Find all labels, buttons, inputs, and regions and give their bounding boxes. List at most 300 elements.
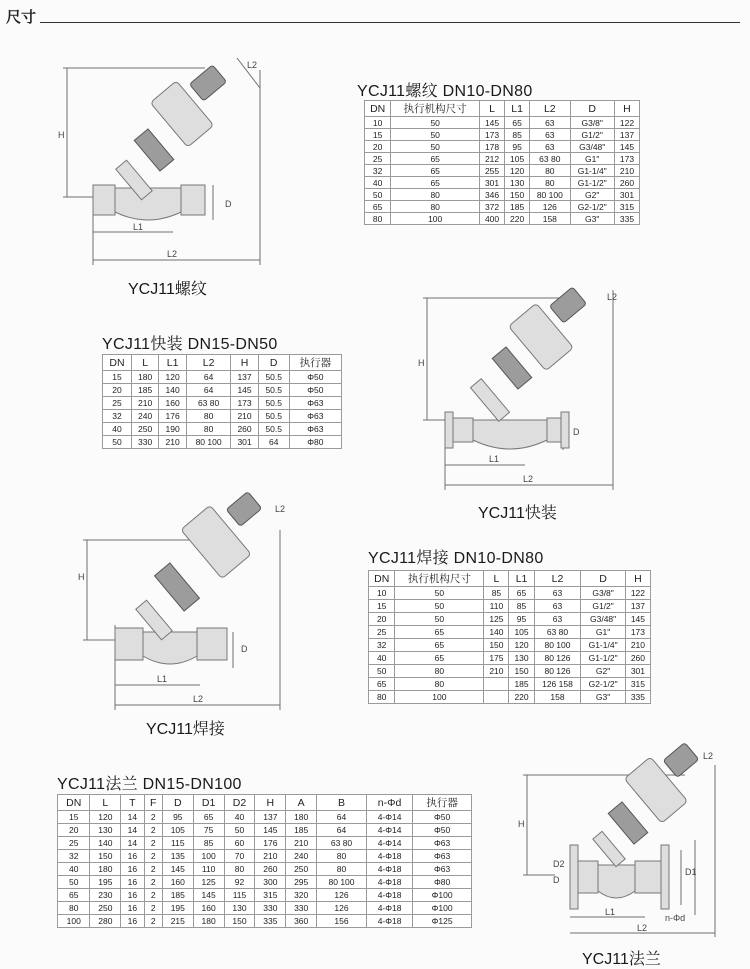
table-cell: 4-Φ14 — [366, 811, 412, 824]
table-cell: 300 — [255, 876, 286, 889]
table-cell: 126 — [530, 201, 570, 213]
col-header: L — [484, 571, 509, 587]
table-cell: 10 — [369, 587, 395, 600]
threaded-spec-table — [364, 100, 640, 225]
col-header: D — [258, 355, 289, 371]
table-cell: 95 — [162, 811, 193, 824]
table-cell: 180 — [131, 371, 158, 384]
table-cell: 2 — [144, 837, 162, 850]
table-cell: 80 100 — [530, 189, 570, 201]
table-cell: 122 — [625, 587, 650, 600]
table-cell: 335 — [255, 915, 286, 928]
table-cell: 75 — [193, 824, 224, 837]
col-header: L1 — [159, 355, 186, 371]
table-cell: 160 — [193, 902, 224, 915]
table-cell: 180 — [193, 915, 224, 928]
table-cell: 255 — [480, 165, 505, 177]
col-header: D2 — [224, 795, 255, 811]
table-cell: 50 — [395, 613, 484, 626]
table-cell: 80 — [530, 165, 570, 177]
table-row — [103, 384, 342, 397]
table-cell: 50.5 — [258, 384, 289, 397]
col-header: 执行机构尺寸 — [391, 101, 480, 117]
table-cell: 10 — [365, 117, 391, 129]
table-cell: Φ63 — [289, 423, 341, 436]
table-cell: G3/8" — [570, 117, 614, 129]
table-cell: 215 — [162, 915, 193, 928]
table-cell: G1/2" — [581, 600, 626, 613]
welded-valve-body — [115, 492, 262, 664]
table-cell: 240 — [131, 410, 158, 423]
col-header: B — [317, 795, 367, 811]
table-cell: 250 — [131, 423, 158, 436]
clamp-d-label: D — [573, 427, 580, 437]
table-cell: 65 — [193, 811, 224, 824]
table-cell: G3" — [570, 213, 614, 225]
table-row — [369, 691, 651, 704]
table-cell: 63 80 — [534, 626, 581, 639]
flange-caption: YCJ11法兰 — [582, 951, 661, 968]
table-row — [103, 371, 342, 384]
table-cell: 16 — [121, 850, 144, 863]
table-cell: 145 — [625, 613, 650, 626]
table-row — [103, 436, 342, 449]
table-row — [369, 665, 651, 678]
table-row — [369, 613, 651, 626]
col-header: H — [614, 101, 639, 117]
table-cell: 85 — [484, 587, 509, 600]
threaded-h-label: H — [58, 130, 65, 140]
table-cell: 137 — [625, 600, 650, 613]
table-cell: 2 — [144, 863, 162, 876]
welded-valve-drawing — [75, 500, 300, 715]
table-cell: 158 — [534, 691, 581, 704]
table-cell: 65 — [369, 678, 395, 691]
table-cell: 105 — [162, 824, 193, 837]
flange-d2-label: D2 — [553, 859, 565, 869]
table-cell: Φ50 — [289, 384, 341, 397]
table-cell: 185 — [131, 384, 158, 397]
table-cell: 150 — [90, 850, 121, 863]
table-cell: 25 — [103, 397, 132, 410]
table-cell: 15 — [58, 811, 90, 824]
table-row — [369, 678, 651, 691]
table-row — [58, 889, 472, 902]
table-cell: G2" — [570, 189, 614, 201]
table-row — [369, 626, 651, 639]
table-cell: 4-Φ14 — [366, 824, 412, 837]
threaded-l2-top-label: L2 — [247, 60, 258, 70]
col-header: D — [162, 795, 193, 811]
clamp-valve-drawing — [415, 280, 630, 498]
table-cell: 85 — [509, 600, 534, 613]
table-cell: G2" — [581, 665, 626, 678]
table-cell: 20 — [58, 824, 90, 837]
table-row — [365, 129, 640, 141]
table-cell: G3/48" — [581, 613, 626, 626]
table-cell: 32 — [58, 850, 90, 863]
table-cell: 315 — [614, 201, 639, 213]
table-cell: 63 — [534, 587, 581, 600]
table-cell: 95 — [505, 141, 530, 153]
table-cell: 15 — [369, 600, 395, 613]
table-cell: 65 — [505, 117, 530, 129]
flange-l2-top-label: L2 — [703, 751, 714, 761]
clamp-valve-body — [445, 287, 587, 449]
table-cell: 230 — [90, 889, 121, 902]
table-cell: 65 — [395, 652, 484, 665]
table-cell: 64 — [317, 811, 367, 824]
table-cell: 126 — [317, 902, 367, 915]
clamp-table-title: YCJ11快装 DN15-DN50 — [102, 336, 278, 353]
table-row — [58, 837, 472, 850]
table-cell: 145 — [255, 824, 286, 837]
table-cell: 63 — [530, 129, 570, 141]
table-cell: 125 — [193, 876, 224, 889]
col-header: 执行机构尺寸 — [395, 571, 484, 587]
threaded-caption: YCJ11螺纹 — [128, 281, 207, 298]
table-cell: 180 — [286, 811, 317, 824]
table-cell: G1/2" — [570, 129, 614, 141]
table-header-row — [365, 101, 640, 117]
table-cell: 210 — [614, 165, 639, 177]
clamp-spec-table — [102, 354, 342, 449]
table-cell: 40 — [369, 652, 395, 665]
table-cell: 15 — [365, 129, 391, 141]
threaded-l1-label: L1 — [133, 222, 144, 232]
table-cell: 135 — [162, 850, 193, 863]
clamp-h-label: H — [418, 358, 425, 368]
col-header: L2 — [186, 355, 230, 371]
table-cell: 16 — [121, 876, 144, 889]
table-cell: 60 — [224, 837, 255, 850]
table-cell: G2-1/2" — [570, 201, 614, 213]
col-header: H — [231, 355, 258, 371]
flange-valve-body — [570, 743, 699, 909]
table-cell: 2 — [144, 889, 162, 902]
table-cell: 4-Φ18 — [366, 902, 412, 915]
table-cell: 50.5 — [258, 397, 289, 410]
table-row — [58, 863, 472, 876]
table-cell: 130 — [224, 902, 255, 915]
table-cell: 150 — [505, 189, 530, 201]
col-header: A — [286, 795, 317, 811]
table-cell: 65 — [365, 201, 391, 213]
table-cell: 360 — [286, 915, 317, 928]
table-cell: 145 — [480, 117, 505, 129]
table-cell: 330 — [255, 902, 286, 915]
table-cell: 158 — [530, 213, 570, 225]
table-cell: 180 — [90, 863, 121, 876]
table-cell: 156 — [317, 915, 367, 928]
col-header: L — [131, 355, 158, 371]
col-header: L2 — [534, 571, 581, 587]
table-cell: 195 — [90, 876, 121, 889]
table-cell: 63 — [534, 613, 581, 626]
table-cell: 50 — [103, 436, 132, 449]
table-header-row — [103, 355, 342, 371]
table-cell: 2 — [144, 915, 162, 928]
col-header: DN — [365, 101, 391, 117]
table-cell: 190 — [159, 423, 186, 436]
table-cell: Φ63 — [413, 863, 472, 876]
table-cell: G1" — [570, 153, 614, 165]
table-cell: 80 — [391, 189, 480, 201]
table-cell: 80 — [369, 691, 395, 704]
table-cell: 140 — [90, 837, 121, 850]
table-cell: 40 — [103, 423, 132, 436]
table-cell: 120 — [90, 811, 121, 824]
table-cell: 301 — [625, 665, 650, 678]
table-cell: 185 — [286, 824, 317, 837]
table-cell: 80 — [391, 201, 480, 213]
flange-h-label: H — [518, 819, 525, 829]
col-header: D — [581, 571, 626, 587]
table-cell — [484, 691, 509, 704]
table-cell: 173 — [625, 626, 650, 639]
table-cell: 4-Φ18 — [366, 889, 412, 902]
table-cell: 50.5 — [258, 371, 289, 384]
page-title: 尺寸 — [6, 9, 37, 26]
clamp-l2-top-label: L2 — [607, 292, 618, 302]
table-cell: 85 — [505, 129, 530, 141]
table-cell: 50 — [391, 117, 480, 129]
col-header: T — [121, 795, 144, 811]
table-cell: 80 100 — [186, 436, 230, 449]
table-cell: G1-1/4" — [581, 639, 626, 652]
table-cell: 335 — [625, 691, 650, 704]
table-cell: 295 — [286, 876, 317, 889]
flange-valve-drawing — [515, 745, 740, 940]
table-row — [365, 177, 640, 189]
col-header: D — [570, 101, 614, 117]
table-cell: 50 — [391, 141, 480, 153]
table-row — [365, 189, 640, 201]
table-cell: 65 — [391, 177, 480, 189]
table-row — [365, 117, 640, 129]
table-cell: G2-1/2" — [581, 678, 626, 691]
table-cell: 64 — [258, 436, 289, 449]
threaded-l2-dim-label: L2 — [167, 249, 178, 259]
table-cell: 80 — [58, 902, 90, 915]
table-row — [58, 876, 472, 889]
table-cell: 80 — [186, 423, 230, 436]
table-cell: Φ50 — [413, 824, 472, 837]
table-cell: 137 — [614, 129, 639, 141]
table-cell: 301 — [614, 189, 639, 201]
table-cell: 50 — [395, 587, 484, 600]
table-row — [103, 397, 342, 410]
table-cell: 50 — [224, 824, 255, 837]
table-cell: 20 — [103, 384, 132, 397]
table-cell: 122 — [614, 117, 639, 129]
table-cell: 2 — [144, 811, 162, 824]
flange-table-title: YCJ11法兰 DN15-DN100 — [57, 776, 242, 793]
flange-holes-label: n-Φd — [665, 913, 686, 923]
table-cell: 150 — [224, 915, 255, 928]
table-cell: 16 — [121, 889, 144, 902]
table-row — [58, 902, 472, 915]
welded-l1-label: L1 — [157, 674, 168, 684]
table-cell: 115 — [224, 889, 255, 902]
table-cell: 85 — [193, 837, 224, 850]
table-cell: 32 — [103, 410, 132, 423]
table-cell: 160 — [159, 397, 186, 410]
table-row — [58, 915, 472, 928]
table-cell: 40 — [58, 863, 90, 876]
table-row — [58, 850, 472, 863]
table-cell: 95 — [509, 613, 534, 626]
table-cell: 315 — [255, 889, 286, 902]
table-cell: 80 — [186, 410, 230, 423]
threaded-d-label: D — [225, 199, 232, 209]
table-cell: 40 — [365, 177, 391, 189]
clamp-caption: YCJ11快装 — [478, 505, 557, 522]
table-cell: 125 — [484, 613, 509, 626]
table-cell: 65 — [509, 587, 534, 600]
table-cell: 25 — [365, 153, 391, 165]
table-row — [365, 213, 640, 225]
table-cell: 195 — [162, 902, 193, 915]
table-cell: 185 — [162, 889, 193, 902]
col-header: n-Φd — [366, 795, 412, 811]
table-cell: 145 — [162, 863, 193, 876]
table-cell: 212 — [480, 153, 505, 165]
flange-d-label: D — [553, 875, 560, 885]
table-cell: 32 — [369, 639, 395, 652]
table-cell: 50 — [395, 600, 484, 613]
table-cell: 105 — [509, 626, 534, 639]
table-cell: 145 — [614, 141, 639, 153]
col-header: F — [144, 795, 162, 811]
table-cell: 330 — [286, 902, 317, 915]
table-cell: 178 — [480, 141, 505, 153]
table-cell: 185 — [509, 678, 534, 691]
table-cell: 50 — [391, 129, 480, 141]
table-cell: 80 — [395, 678, 484, 691]
col-header: L — [480, 101, 505, 117]
table-cell: Φ50 — [289, 371, 341, 384]
table-row — [103, 410, 342, 423]
table-cell: 63 — [534, 600, 581, 613]
table-cell: 120 — [159, 371, 186, 384]
table-cell: 50 — [365, 189, 391, 201]
table-cell: 63 — [530, 141, 570, 153]
welded-caption: YCJ11焊接 — [146, 721, 225, 738]
table-row — [103, 423, 342, 436]
table-cell: 301 — [480, 177, 505, 189]
col-header: H — [625, 571, 650, 587]
table-cell: 372 — [480, 201, 505, 213]
table-cell: 105 — [505, 153, 530, 165]
table-cell: 110 — [193, 863, 224, 876]
table-cell: 65 — [395, 626, 484, 639]
table-cell: 210 — [625, 639, 650, 652]
table-cell: 16 — [121, 863, 144, 876]
table-cell: 20 — [365, 141, 391, 153]
flange-d1-label: D1 — [685, 867, 697, 877]
table-cell: 50.5 — [258, 410, 289, 423]
table-cell: 280 — [90, 915, 121, 928]
table-cell: 16 — [121, 915, 144, 928]
table-cell: 25 — [369, 626, 395, 639]
table-cell: G3/8" — [581, 587, 626, 600]
table-cell: 120 — [505, 165, 530, 177]
table-cell: Φ125 — [413, 915, 472, 928]
welded-table-title: YCJ11焊接 DN10-DN80 — [368, 550, 544, 567]
table-cell: 100 — [58, 915, 90, 928]
table-cell: 210 — [484, 665, 509, 678]
table-cell: 14 — [121, 824, 144, 837]
col-header: 执行器 — [289, 355, 341, 371]
table-cell: 400 — [480, 213, 505, 225]
col-header: DN — [58, 795, 90, 811]
table-cell: 32 — [365, 165, 391, 177]
table-cell: 210 — [255, 850, 286, 863]
table-cell: 315 — [625, 678, 650, 691]
table-cell: 320 — [286, 889, 317, 902]
table-row — [58, 824, 472, 837]
table-cell: 50 — [58, 876, 90, 889]
col-header: D1 — [193, 795, 224, 811]
table-cell: 175 — [484, 652, 509, 665]
table-cell: 4-Φ18 — [366, 850, 412, 863]
table-cell: 240 — [286, 850, 317, 863]
col-header: L — [90, 795, 121, 811]
table-cell: Φ100 — [413, 902, 472, 915]
col-header: DN — [369, 571, 395, 587]
clamp-l2-dim-label: L2 — [523, 474, 534, 484]
table-cell: Φ80 — [289, 436, 341, 449]
table-cell: Φ63 — [289, 397, 341, 410]
table-cell: 176 — [255, 837, 286, 850]
threaded-valve-body — [93, 65, 227, 220]
table-cell: 346 — [480, 189, 505, 201]
table-cell: 260 — [231, 423, 258, 436]
welded-l2-top-label: L2 — [275, 504, 286, 514]
table-cell: 80 — [395, 665, 484, 678]
table-row — [365, 141, 640, 153]
table-cell: 150 — [509, 665, 534, 678]
col-header: L2 — [530, 101, 570, 117]
table-cell: G3/48" — [570, 141, 614, 153]
col-header: L1 — [505, 101, 530, 117]
table-cell: 185 — [505, 201, 530, 213]
table-cell: 137 — [231, 371, 258, 384]
welded-d-label: D — [241, 644, 248, 654]
table-cell: Φ80 — [413, 876, 472, 889]
table-cell: 120 — [509, 639, 534, 652]
col-header: 执行器 — [413, 795, 472, 811]
table-row — [365, 201, 640, 213]
col-header: DN — [103, 355, 132, 371]
table-cell: 250 — [286, 863, 317, 876]
table-cell: 210 — [131, 397, 158, 410]
table-cell: 301 — [231, 436, 258, 449]
title-rule — [40, 22, 740, 23]
table-cell: 335 — [614, 213, 639, 225]
welded-h-label: H — [78, 572, 85, 582]
table-cell: 80 — [224, 863, 255, 876]
table-cell: 64 — [186, 384, 230, 397]
table-cell: 64 — [317, 824, 367, 837]
table-cell: 220 — [505, 213, 530, 225]
table-cell: 140 — [484, 626, 509, 639]
table-cell: 63 80 — [317, 837, 367, 850]
table-cell: 100 — [391, 213, 480, 225]
table-cell: 80 — [317, 863, 367, 876]
table-cell: 130 — [509, 652, 534, 665]
